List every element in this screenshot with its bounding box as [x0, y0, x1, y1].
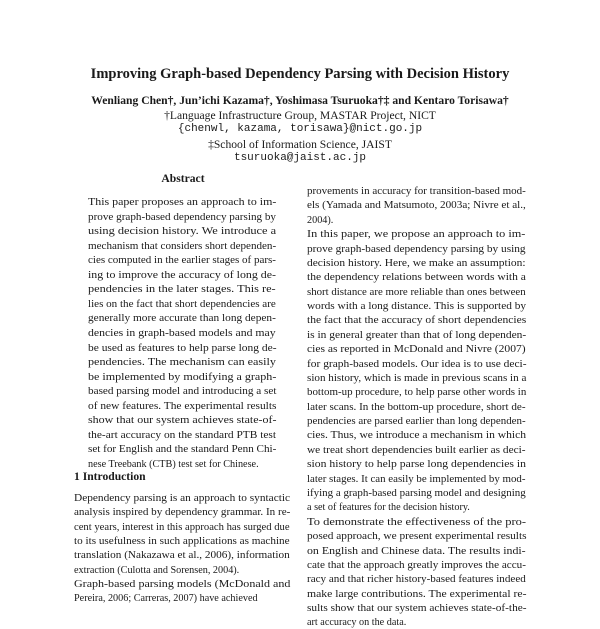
- text-line: To demonstrate the effectiveness of the pro-: [307, 516, 527, 528]
- text-line: of new features. The experimental results: [88, 400, 277, 412]
- text-line: extraction (Culotta and Sorensen, 2004).: [74, 564, 240, 576]
- text-line: bottom-up procedure, to help parse other words in: [307, 387, 527, 399]
- text-line: the fact that the accuracy of short dependencies: [307, 315, 527, 327]
- text-line: ing to improve the accuracy of long de-: [88, 269, 276, 281]
- text-line: racy and that richer history-based features indeed: [307, 574, 526, 586]
- text-line: mechanism that considers short dependen-: [88, 240, 277, 252]
- text-line: prove graph-based dependency parsing by: [88, 211, 276, 223]
- text-line: Graph-based parsing models (McDonald and: [74, 578, 291, 590]
- text-line: on English and Chinese data. The results indi-: [307, 545, 526, 557]
- text-line: lies on the fact that short dependencies are: [88, 298, 276, 310]
- text-line: to its usefulness in such applications as machine: [74, 535, 290, 547]
- author-list: Wenliang Chen†, Jun’ichi Kazama†, Yoshimasa Tsuruoka†‡ and Kentaro Torisawa†: [91, 94, 509, 107]
- text-line: cies as reported in McDonald and Nivre (2007): [307, 344, 526, 356]
- text-line: later scans. In the bottom-up procedure, short de-: [307, 401, 526, 413]
- text-line: based parsing model and introducing a set: [88, 386, 277, 398]
- text-line: pendencies in the later stages. This re-: [88, 284, 276, 296]
- section-introduction-heading: 1 Introduction: [74, 470, 146, 483]
- text-line: for graph-based models. Our idea is to use deci-: [307, 358, 527, 370]
- text-line: set for English and the standard Penn Chi-: [88, 444, 277, 456]
- text-line: be implemented by modifying a graph-: [88, 371, 277, 383]
- email-nict: {chenwl, kazama, torisawa}@nict.go.jp: [177, 123, 423, 135]
- text-line: using decision history. We introduce a: [88, 226, 277, 238]
- text-line: cent years, interest in this approach has surged due: [74, 521, 290, 533]
- text-line: we treat short dependencies built earlier as deci-: [307, 444, 526, 456]
- text-line: analysis inspired by dependency grammar. In re-: [74, 507, 291, 519]
- text-line: make large contributions. The experimental re-: [307, 588, 527, 600]
- text-line: els (Yamada and Matsumoto, 2003a; Nivre et al.,: [307, 200, 526, 212]
- text-line: cies. Thus, we introduce a mechanism in which: [307, 430, 527, 442]
- affiliation-jaist: ‡School of Information Science, JAIST: [208, 138, 392, 151]
- email-jaist: tsuruoka@jaist.ac.jp: [233, 152, 367, 164]
- text-line: art accuracy on the data.: [307, 617, 407, 629]
- text-line: pendencies are parsed earlier than long dependen-: [307, 416, 526, 428]
- text-line: prove graph-based dependency parsing by using: [307, 243, 526, 255]
- text-line: posed approach, we present experimental results: [307, 531, 527, 543]
- text-line: show that our system achieves state-of-: [88, 415, 277, 427]
- affiliation-nict: †Language Infrastructure Group, MASTAR Project, NICT: [164, 109, 436, 122]
- text-line: Pereira, 2006; Carreras, 2007) have achieved: [74, 593, 258, 605]
- text-line: the dependency relations between words with a: [307, 272, 526, 284]
- text-line: cies computed in the earlier stages of pars-: [88, 255, 276, 267]
- text-line: This paper proposes an approach to im-: [88, 197, 277, 208]
- text-line: Dependency parsing is an approach to syntactic: [74, 493, 291, 504]
- text-line: words with a long distance. This is supported by: [307, 301, 527, 313]
- text-line: cate that the approach greatly improves the accu-: [307, 559, 526, 571]
- text-line: later stages. It can easily be implemented by mod-: [307, 473, 526, 485]
- text-line: 2004).: [307, 214, 334, 226]
- text-line: generally more accurate than long depen-: [88, 313, 276, 325]
- paper-title: Improving Graph-based Dependency Parsing with Decision History: [90, 66, 510, 82]
- text-line: In this paper, we propose an approach to im-: [307, 229, 526, 241]
- text-line: pendencies. The mechanism can easily: [88, 357, 276, 369]
- text-line: is in general greater than that of long dependen-: [307, 329, 527, 341]
- text-line: provements in accuracy for transition-based mod-: [307, 186, 526, 197]
- text-line: be used as features to help parse long de-: [88, 342, 277, 354]
- text-line: sion history to help parse long dependencies in: [307, 459, 526, 471]
- text-line: sion history, which is made in previous scans in a: [307, 372, 527, 384]
- text-line: a set of features for the decision history.: [307, 502, 470, 514]
- text-line: the-art accuracy on the standard PTB test: [88, 429, 277, 441]
- abstract-heading: Abstract: [161, 172, 205, 185]
- text-line: translation (Nakazawa et al., 2006), information: [74, 550, 290, 562]
- text-line: decision history. Here, we make an assumption:: [307, 257, 526, 269]
- text-line: short distance are more reliable than ones between: [307, 286, 526, 298]
- text-line: ifying a graph-based parsing model and designing: [307, 487, 526, 499]
- text-line: nese Treebank (CTB) test set for Chinese.: [88, 458, 259, 470]
- text-line: dencies in graph-based models and may: [88, 327, 276, 339]
- text-line: sults show that our system achieves state-of-the-: [307, 603, 527, 615]
